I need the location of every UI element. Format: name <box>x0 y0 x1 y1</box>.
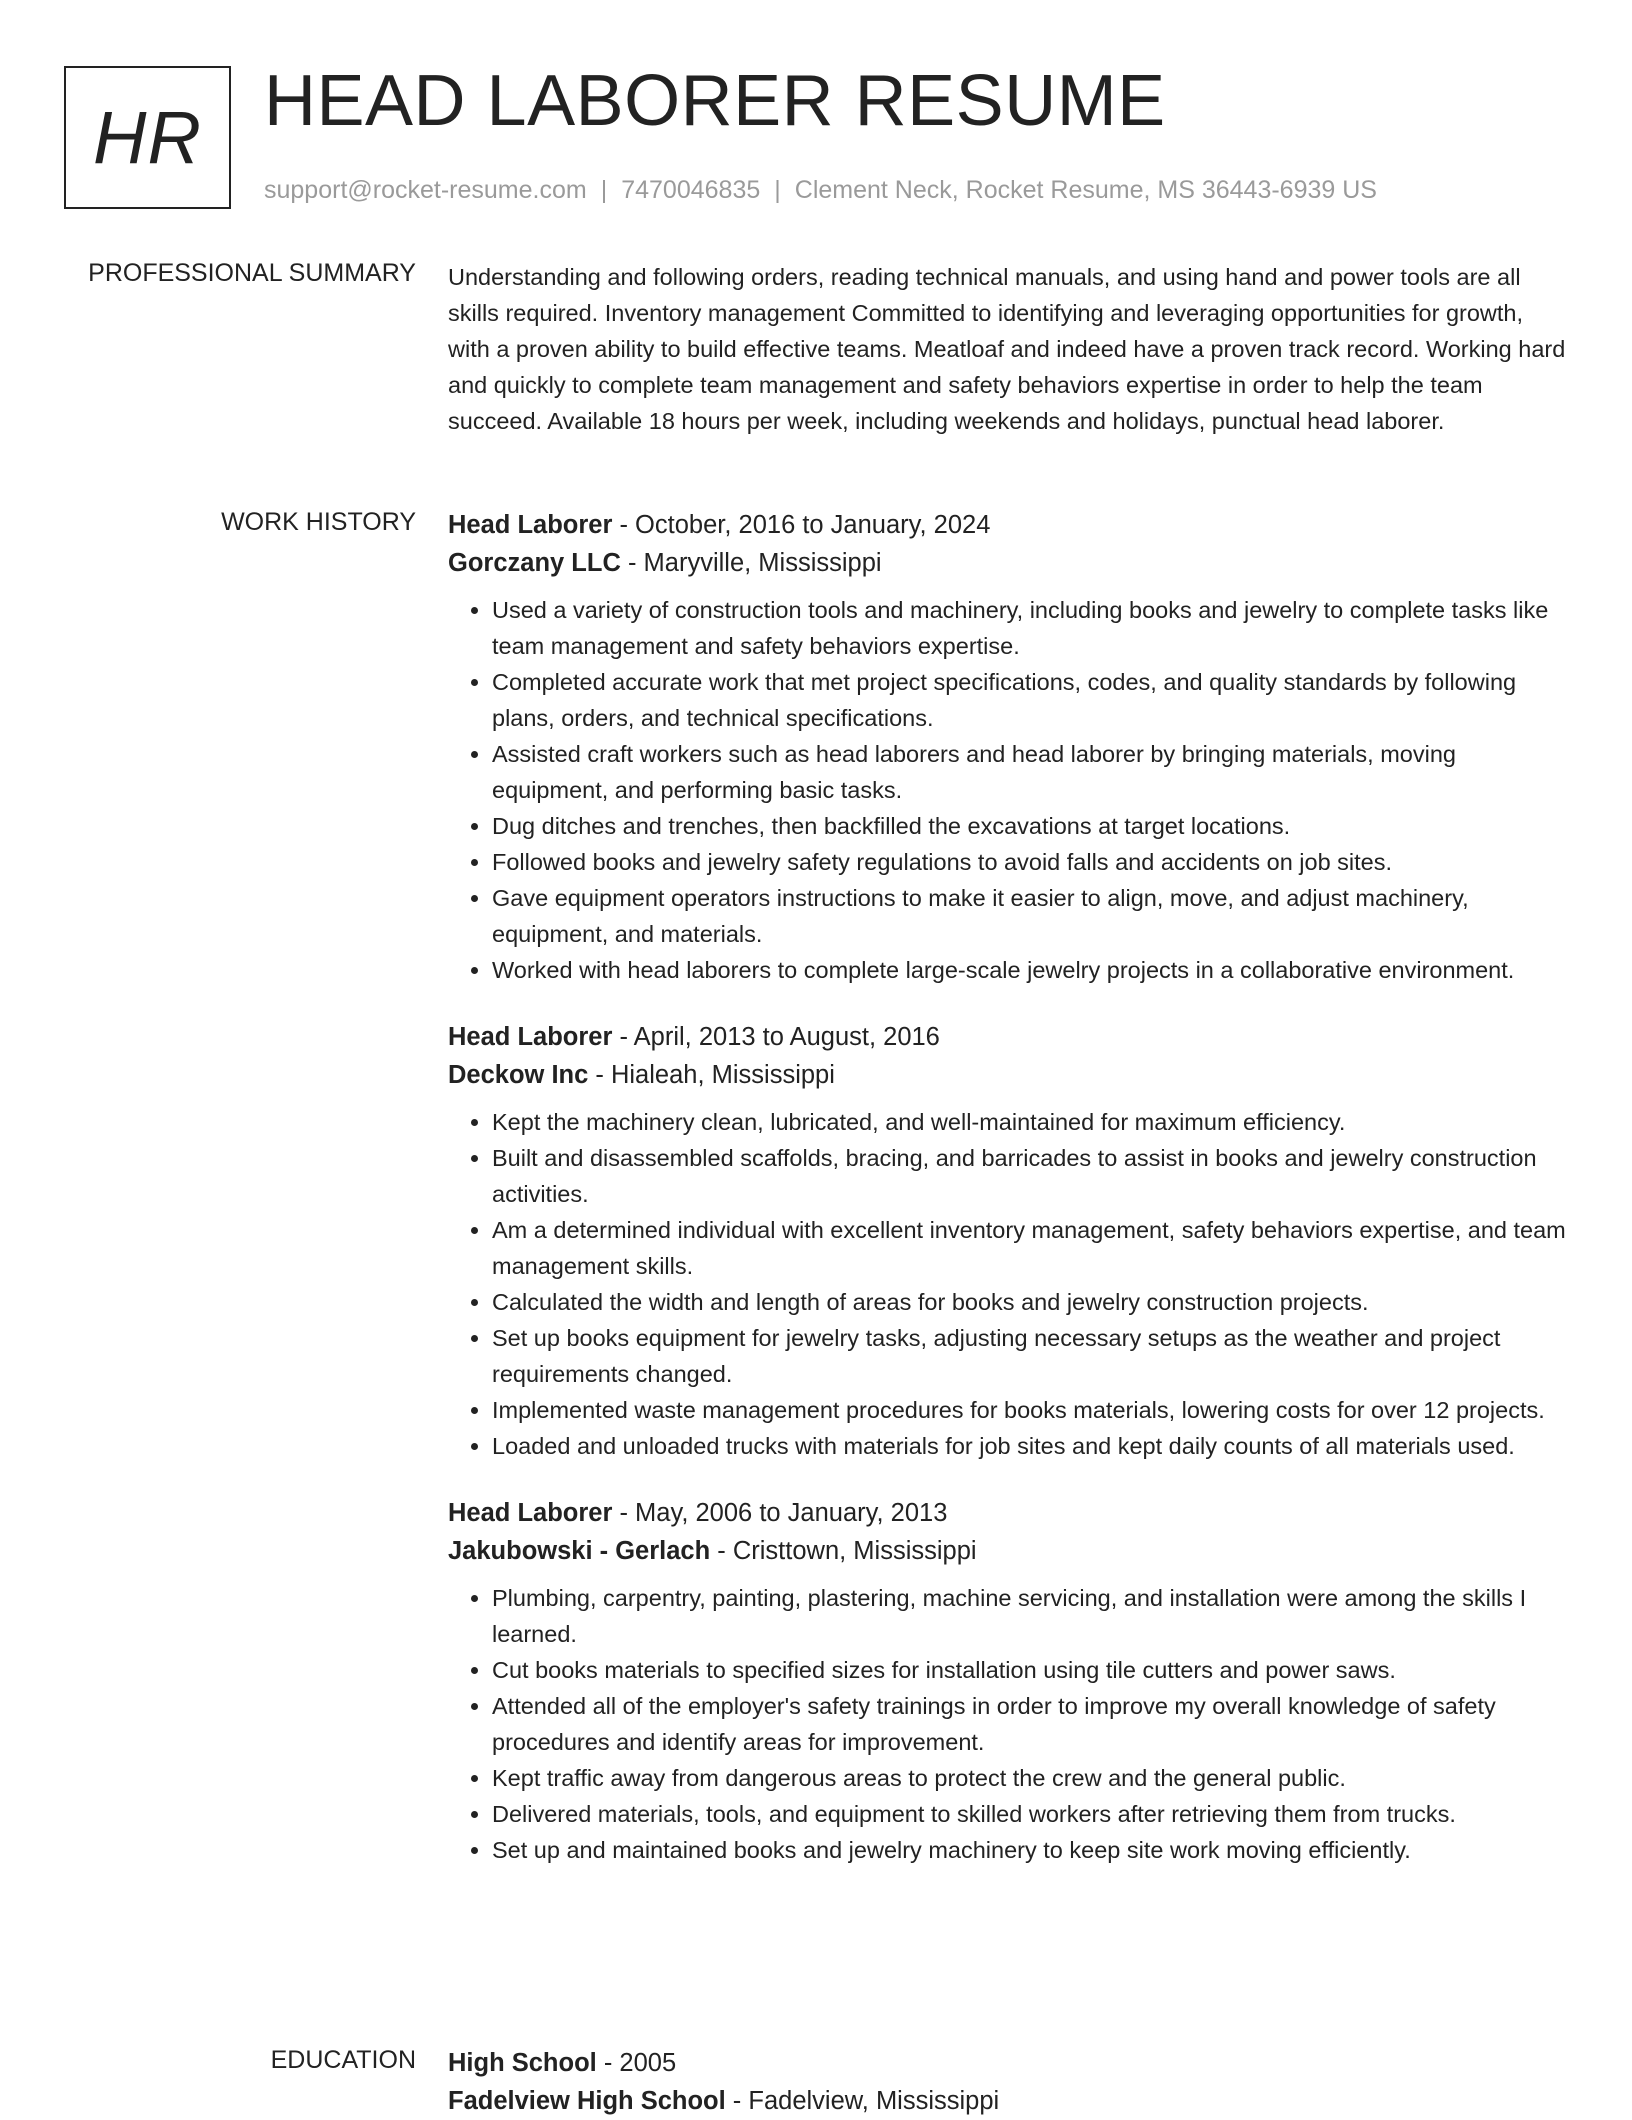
contact-separator: | <box>774 176 781 204</box>
job-bullet: • Completed accurate work that met project specifications, codes, and quality standards by following plans, orders, and technical specifications. <box>492 664 1568 736</box>
job-entry <box>448 506 1568 988</box>
job-bullet: • Implemented waste management procedures for books materials, lowering costs for over 12 projects. <box>492 1392 1568 1428</box>
job-title: Head Laborer <box>448 1499 613 1527</box>
education-school: Fadelview High School <box>448 2087 726 2115</box>
contact-separator: | <box>600 176 608 204</box>
job-bullet: • Set up books equipment for jewelry tasks, adjusting necessary setups as the weather and project requirements changed. <box>492 1320 1568 1392</box>
job-bullets <box>448 1580 1568 1868</box>
education-year: - 2005 <box>596 2049 677 2077</box>
job-title-line <box>448 1018 1568 1056</box>
contact-address: Clement Neck, Rocket Resume, MS 36443-6939 US <box>794 176 1377 204</box>
job-title-line <box>448 1494 1568 1532</box>
job-bullet: • Calculated the width and length of areas for books and jewelry construction projects. <box>492 1284 1568 1320</box>
job-location: - Hialeah, Mississippi <box>588 1061 835 1089</box>
job-bullet: • Gave equipment operators instructions to make it easier to align, move, and adjust machinery, equipment, and materials. <box>492 880 1568 952</box>
job-company: Jakubowski - Gerlach <box>448 1537 711 1565</box>
job-bullet: • Assisted craft workers such as head laborers and head laborer by bringing materials, moving equipment, and performing basic tasks. <box>492 736 1568 808</box>
job-bullet: • Worked with head laborers to complete large-scale jewelry projects in a collaborative environment. <box>492 952 1568 988</box>
summary-body <box>448 259 1568 439</box>
education-location: - Fadelview, Mississippi <box>725 2087 1000 2115</box>
job-company: Deckow Inc <box>448 1061 589 1089</box>
work-history-label: WORK HISTORY <box>221 508 416 536</box>
education-body <box>448 2044 1568 2120</box>
job-dates: - May, 2006 to January, 2013 <box>612 1499 948 1527</box>
job-dates: - October, 2016 to January, 2024 <box>612 511 991 539</box>
job-bullet: • Loaded and unloaded trucks with materials for job sites and kept daily counts of all materials used. <box>492 1428 1568 1464</box>
job-bullet: • Plumbing, carpentry, painting, plastering, machine servicing, and installation were among the skills I learned. <box>492 1580 1568 1652</box>
work-history-body <box>448 506 1568 1898</box>
job-title: Head Laborer <box>448 511 613 539</box>
job-company: Gorczany LLC <box>448 549 621 577</box>
job-title: Head Laborer <box>448 1023 613 1051</box>
job-bullets <box>448 1104 1568 1464</box>
job-bullet: • Set up and maintained books and jewelry machinery to keep site work moving efficiently. <box>492 1832 1568 1868</box>
contact-phone[interactable]: 7470046835 <box>621 176 761 204</box>
job-bullet: • Am a determined individual with excellent inventory management, safety behaviors expertise, and team management skills. <box>492 1212 1568 1284</box>
job-bullet: • Attended all of the employer's safety trainings in order to improve my overall knowledge of safety procedures and identify areas for improvement. <box>492 1688 1568 1760</box>
job-company-line <box>448 544 1568 582</box>
education-label: EDUCATION <box>270 2046 416 2074</box>
education-degree-line <box>448 2044 1568 2082</box>
summary-text: Understanding and following orders, reading technical manuals, and using hand and power tools are all skills required. Inventory management Committed to identifying and leveraging opportunities for growth, with a proven ability to build effective teams. Meatloaf and indeed have a proven track record. Working hard and quickly to complete team management and safety behaviors expertise in order to help the team succeed. Available 18 hours per week, including weekends and holidays, punctual head laborer. <box>448 264 1566 434</box>
job-bullet: • Dug ditches and trenches, then backfilled the excavations at target locations. <box>492 808 1568 844</box>
job-company-line <box>448 1532 1568 1570</box>
job-bullet: • Built and disassembled scaffolds, bracing, and barricades to assist in books and jewelry construction activities. <box>492 1140 1568 1212</box>
job-bullet: • Kept traffic away from dangerous areas to protect the crew and the general public. <box>492 1760 1568 1796</box>
education-school-line <box>448 2082 1568 2120</box>
job-bullet: • Used a variety of construction tools and machinery, including books and jewelry to complete tasks like team management and safety behaviors expertise. <box>492 592 1568 664</box>
contact-email[interactable]: support@rocket-resume.com <box>264 176 587 204</box>
job-bullet: • Delivered materials, tools, and equipment to skilled workers after retrieving them from trucks. <box>492 1796 1568 1832</box>
contact-line <box>264 176 1377 205</box>
job-location: - Maryville, Mississippi <box>620 549 882 577</box>
job-bullet: • Followed books and jewelry safety regulations to avoid falls and accidents on job sites. <box>492 844 1568 880</box>
monogram-badge: HR <box>64 66 231 209</box>
job-bullets <box>448 592 1568 988</box>
summary-label: PROFESSIONAL SUMMARY <box>88 259 416 287</box>
job-entry <box>448 1018 1568 1464</box>
education-degree: High School <box>448 2049 597 2077</box>
job-bullet: • Cut books materials to specified sizes for installation using tile cutters and power saws. <box>492 1652 1568 1688</box>
job-dates: - April, 2013 to August, 2016 <box>612 1023 940 1051</box>
job-company-line <box>448 1056 1568 1094</box>
job-entry <box>448 1494 1568 1868</box>
job-title-line <box>448 506 1568 544</box>
job-bullet: • Kept the machinery clean, lubricated, and well-maintained for maximum efficiency. <box>492 1104 1568 1140</box>
resume-header <box>64 61 1568 210</box>
resume-title: HEAD LABORER RESUME <box>264 61 1166 141</box>
job-location: - Cristtown, Mississippi <box>710 1537 977 1565</box>
